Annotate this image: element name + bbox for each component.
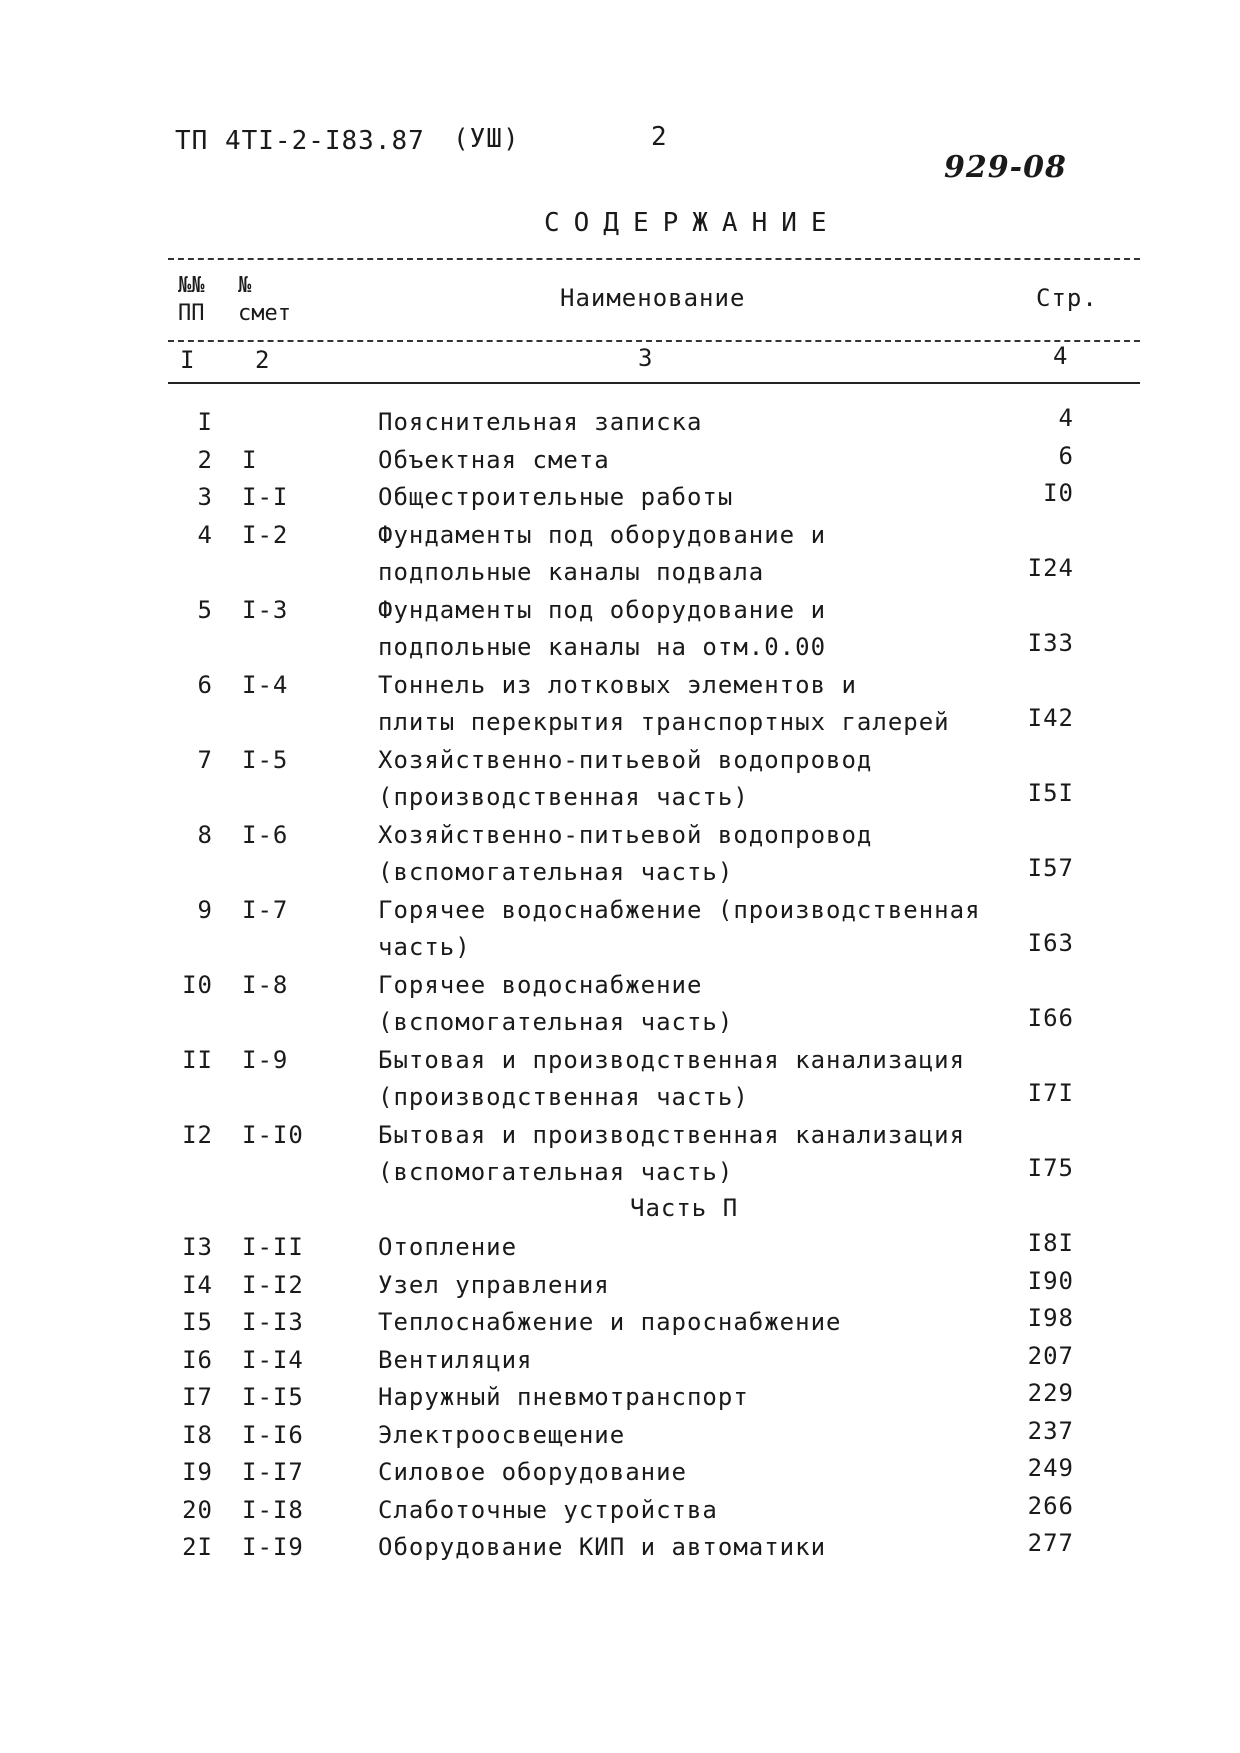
row-estimate: I-I4: [242, 1345, 304, 1374]
row-number: 4: [197, 520, 213, 549]
row-estimate: I-3: [242, 595, 289, 624]
row-page: I5I: [1027, 779, 1074, 807]
page-title: СОДЕРЖАНИЕ: [544, 208, 841, 238]
row-number: 20: [182, 1495, 213, 1524]
row-name: (вспомогательная часть): [378, 1158, 734, 1186]
row-number: 9: [197, 895, 213, 924]
row-name: Общестроительные работы: [378, 483, 734, 511]
row-estimate: I-I2: [242, 1270, 304, 1299]
row-number: I7: [182, 1383, 213, 1411]
row-name: Фундаменты под оборудование и: [378, 520, 827, 549]
row-name: Тоннель из лотковых элементов и: [378, 670, 857, 699]
column-number-3: 3: [638, 344, 654, 372]
row-estimate: I-5: [242, 745, 289, 774]
row-estimate: I-II: [242, 1233, 304, 1261]
row-number: I5: [182, 1308, 213, 1336]
table-header-rule: [168, 340, 1140, 342]
column-number-4: 4: [1053, 342, 1069, 370]
section-label: Часть П: [630, 1193, 739, 1222]
row-name: Отопление: [378, 1233, 518, 1261]
column-header-estimate-text: № смет: [238, 273, 291, 326]
row-name: Оборудование КИП и автоматики: [378, 1533, 827, 1561]
row-page: 4: [1058, 404, 1074, 432]
row-page: I42: [1027, 704, 1074, 732]
column-number-1: I: [180, 346, 196, 374]
row-name: Хозяйственно-питьевой водопровод: [378, 820, 873, 849]
row-name: (производственная часть): [378, 783, 749, 811]
row-name: Объектная смета: [378, 445, 610, 474]
row-number: 5: [197, 595, 213, 624]
row-name: Горячее водоснабжение: [378, 970, 703, 999]
row-name: Бытовая и производственная канализация: [378, 1120, 966, 1149]
row-name: Теплоснабжение и пароснабжение: [378, 1308, 842, 1336]
row-page: I98: [1027, 1304, 1074, 1332]
row-name: Пояснительная записка: [378, 408, 703, 436]
row-estimate: I: [242, 445, 258, 474]
row-estimate: I-I0: [242, 1120, 304, 1149]
row-number: I9: [182, 1458, 213, 1486]
row-page: I24: [1027, 554, 1074, 582]
row-page: 229: [1027, 1379, 1074, 1407]
row-page: 277: [1027, 1529, 1074, 1557]
row-number: I0: [182, 970, 213, 999]
row-name: подпольные каналы подвала: [378, 558, 765, 586]
row-number: I4: [182, 1270, 213, 1299]
handwritten-number: 929-08: [944, 150, 1067, 185]
row-page: 237: [1027, 1416, 1074, 1445]
row-estimate: I-I7: [242, 1458, 304, 1486]
row-page: 6: [1058, 441, 1074, 470]
row-page: I90: [1027, 1266, 1074, 1295]
row-name: Наружный пневмотранспорт: [378, 1383, 749, 1411]
row-number: 2I: [182, 1533, 213, 1561]
table-body-rule: [168, 382, 1140, 384]
row-estimate: I-I3: [242, 1308, 304, 1336]
row-number: I8: [182, 1420, 213, 1449]
row-name: (вспомогательная часть): [378, 858, 734, 886]
row-page: I66: [1027, 1004, 1074, 1032]
row-estimate: I-I: [242, 483, 289, 511]
row-estimate: I-4: [242, 670, 289, 699]
row-number: I3: [182, 1233, 213, 1261]
row-estimate: I-I9: [242, 1533, 304, 1561]
row-number: 6: [197, 670, 213, 699]
row-number: 2: [197, 445, 213, 474]
row-name: Узел управления: [378, 1270, 610, 1299]
row-name: Бытовая и производственная канализация: [378, 1045, 966, 1074]
row-page: I33: [1027, 629, 1074, 657]
column-header-page: Стр.: [1036, 284, 1098, 312]
row-page: I8I: [1027, 1229, 1074, 1257]
row-name: Фундаменты под оборудование и: [378, 595, 827, 624]
row-number: II: [182, 1045, 213, 1074]
row-name: Силовое оборудование: [378, 1458, 687, 1486]
row-estimate: I-9: [242, 1045, 289, 1074]
table-top-rule: [168, 258, 1140, 260]
row-name: Горячее водоснабжение (производственная: [378, 895, 981, 924]
column-header-name: Наименование: [560, 284, 746, 312]
document-code: ТП 4ТI-2-I83.87: [175, 126, 425, 156]
row-estimate: I-I5: [242, 1383, 304, 1411]
row-name: плиты перекрытия транспортных галерей: [378, 708, 950, 736]
row-estimate: I-7: [242, 895, 289, 924]
row-page: I75: [1027, 1154, 1074, 1182]
row-name: (производственная часть): [378, 1083, 749, 1111]
column-header-estimate: [238, 272, 308, 328]
row-number: I: [197, 408, 213, 436]
row-estimate: I-I6: [242, 1420, 304, 1449]
row-estimate: I-2: [242, 520, 289, 549]
row-estimate: I-I8: [242, 1495, 304, 1524]
row-number: 3: [197, 483, 213, 511]
row-estimate: I-8: [242, 970, 289, 999]
row-page: 249: [1027, 1454, 1074, 1482]
row-page: 266: [1027, 1491, 1074, 1520]
column-number-2: 2: [255, 346, 271, 374]
row-number: 7: [197, 745, 213, 774]
volume-label: (УШ): [453, 124, 520, 154]
row-number: 8: [197, 820, 213, 849]
row-name: Слаботочные устройства: [378, 1495, 718, 1524]
row-number: I2: [182, 1120, 213, 1149]
row-page: I63: [1027, 929, 1074, 957]
row-name: часть): [378, 933, 471, 961]
row-name: Вентиляция: [378, 1345, 533, 1374]
row-page: I0: [1043, 479, 1074, 507]
row-page: I57: [1027, 854, 1074, 882]
column-header-num: [178, 272, 228, 328]
row-name: подпольные каналы на отм.0.00: [378, 633, 827, 661]
row-estimate: I-6: [242, 820, 289, 849]
row-name: Хозяйственно-питьевой водопровод: [378, 745, 873, 774]
row-page: I7I: [1027, 1079, 1074, 1107]
column-header-num-text: №№ ПП: [178, 273, 205, 326]
row-page: 207: [1027, 1341, 1074, 1370]
row-number: I6: [182, 1345, 213, 1374]
row-name: (вспомогательная часть): [378, 1008, 734, 1036]
row-name: Электроосвещение: [378, 1420, 626, 1449]
page-number: 2: [651, 122, 668, 152]
